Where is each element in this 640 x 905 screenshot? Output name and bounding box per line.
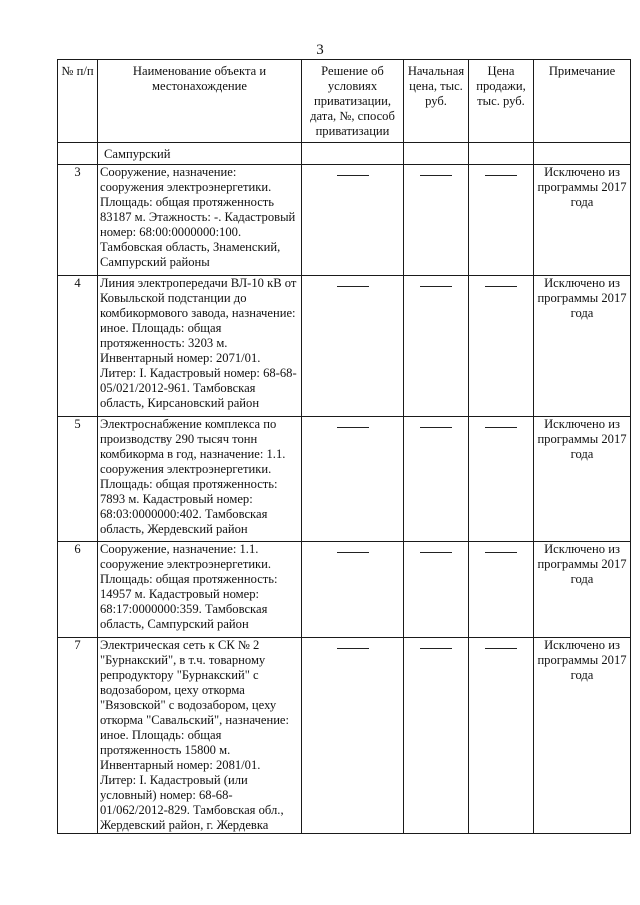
header-sale-price: Цена продажи, тыс. руб. [469, 60, 534, 143]
table-row [58, 165, 631, 276]
privatization-table [57, 59, 631, 834]
row-num: 3 [58, 165, 98, 276]
start-price-dash [404, 165, 469, 276]
header-start-price: Начальная цена, тыс. руб. [404, 60, 469, 143]
row-num: 7 [58, 638, 98, 834]
table-row [58, 276, 631, 417]
decision-dash [302, 276, 404, 417]
row-num: 5 [58, 417, 98, 542]
district-empty-cell [534, 143, 631, 165]
district-name: Сампурский [98, 143, 302, 165]
decision-dash [302, 165, 404, 276]
row-name: Сооружение, назначение: сооружения электроэнергетики. Площадь: общая протяженность 83187 м. Этажность: -. Кадастровый номер: 68:00:0000000:100. Тамбовская область, Знаменский, Сампурский районы [98, 165, 302, 276]
table-row [58, 542, 631, 638]
sale-price-dash [469, 638, 534, 834]
header-decision: Решение об условиях приватизации, дата, №, способ приватизации [302, 60, 404, 143]
row-note: Исключено из программы 2017 года [534, 276, 631, 417]
row-note: Исключено из программы 2017 года [534, 417, 631, 542]
decision-dash [302, 638, 404, 834]
row-note: Исключено из программы 2017 года [534, 542, 631, 638]
header-name: Наименование объекта и местонахождение [98, 60, 302, 143]
row-name: Сооружение, назначение: 1.1. сооружение электроэнергетики. Площадь: общая протяженность: 14957 м. Кадастровый номер: 68:17:0000000:359. Тамбовская область, Сампурский район [98, 542, 302, 638]
start-price-dash [404, 638, 469, 834]
sale-price-dash [469, 542, 534, 638]
table-header-row [58, 60, 631, 143]
decision-dash [302, 417, 404, 542]
row-name: Линия электропередачи ВЛ-10 кВ от Ковыльской подстанции до комбикормового завода, назначение: иное. Площадь: общая протяженность: 3203 м. Инвентарный номер: 2071/01. Литер: I. Кадастровый номер: 68-68-05/021/2012-961. Тамбовская область, Кирсановский район [98, 276, 302, 417]
row-note: Исключено из программы 2017 года [534, 638, 631, 834]
row-name: Электрическая сеть к СК № 2 "Бурнакский", в т.ч. товарному репродуктору "Бурнакский" с водозабором, цеху откорма "Вязовской" с водозабором, цеху откорма "Савальский", назначение: иное. Площадь: общая протяженность 15800 м. Инвентарный номер: 2081/01. Литер: I. Кадастровый (или условный) номер: 68-68-01/062/2012-829. Тамбовская обл., Жердевский район, г. Жердевка [98, 638, 302, 834]
decision-dash [302, 542, 404, 638]
sale-price-dash [469, 417, 534, 542]
start-price-dash [404, 276, 469, 417]
header-num: № п/п [58, 60, 98, 143]
row-num: 6 [58, 542, 98, 638]
district-empty-cell [469, 143, 534, 165]
table-row [58, 417, 631, 542]
district-empty-cell [302, 143, 404, 165]
row-num: 4 [58, 276, 98, 417]
sale-price-dash [469, 276, 534, 417]
page-number: 3 [316, 42, 324, 58]
district-row [58, 143, 631, 165]
row-note: Исключено из программы 2017 года [534, 165, 631, 276]
start-price-dash [404, 542, 469, 638]
district-num-cell [58, 143, 98, 165]
sale-price-dash [469, 165, 534, 276]
district-empty-cell [404, 143, 469, 165]
row-name: Электроснабжение комплекса по производству 290 тысяч тонн комбикорма в год, назначение: 1.1. сооружения электроэнергетики. Площадь: общая протяженность: 7893 м. Кадастровый номер: 68:03:0000000:402. Тамбовская область, Жердевский район [98, 417, 302, 542]
table-row [58, 638, 631, 834]
start-price-dash [404, 417, 469, 542]
header-note: Примечание [534, 60, 631, 143]
